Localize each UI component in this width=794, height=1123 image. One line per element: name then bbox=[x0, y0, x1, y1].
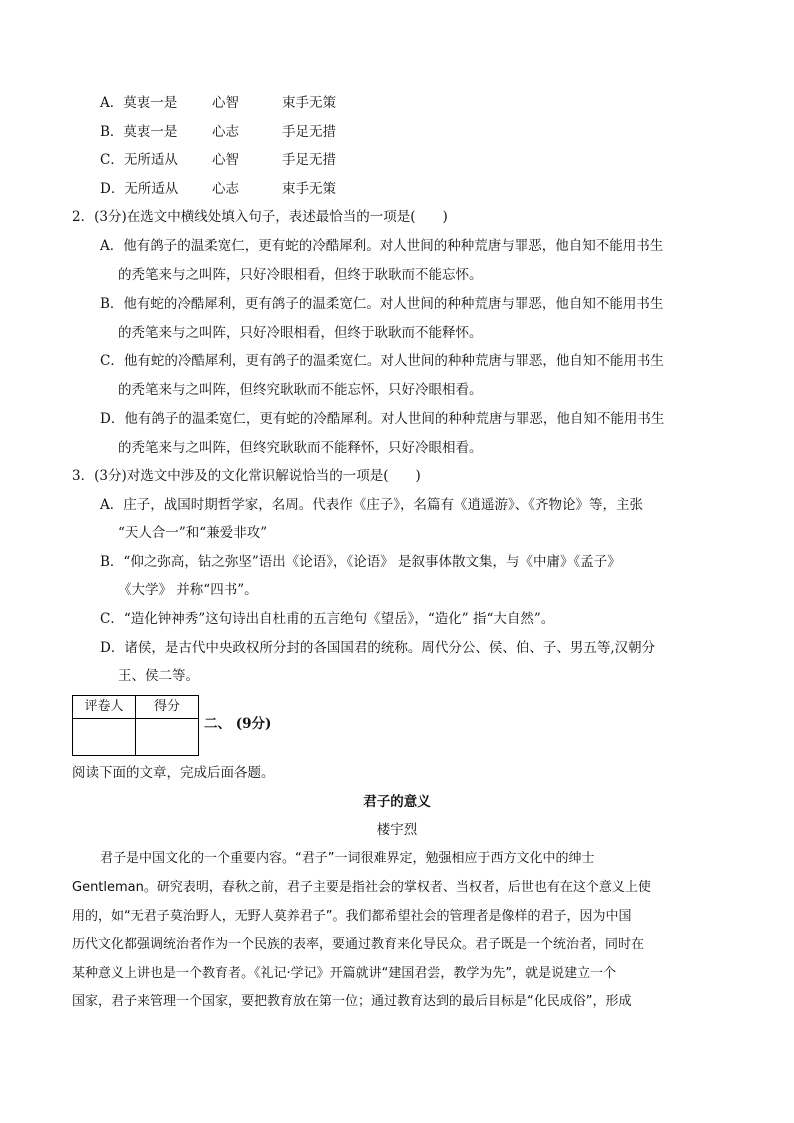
q2-option-c-line1: C．他有蛇的冷酷犀利，更有鸽子的温柔宽仁。对人世间的种种荒唐与罪恶，他自知不能用书生 bbox=[100, 353, 664, 369]
q1-option-c-word3: 手足无措 bbox=[282, 152, 336, 168]
passage-line: 用的，如“无君子莫治野人，无野人莫养君子”。我们都希望社会的管理者是像样的君子，因为中国 bbox=[72, 909, 632, 924]
q2-option-d-line1: D．他有鸽子的温柔宽仁，更有蛇的冷酷犀利。对人世间的种种荒唐与罪恶，他自知不能用书生 bbox=[100, 411, 665, 427]
q1-option-c: C．无所适从 bbox=[100, 152, 178, 168]
q1-option-d-word2: 心志 bbox=[212, 181, 239, 197]
q3-option-c: C．“造化钟神秀”这句诗出自杜甫的五言绝句《望岳》，“造化” 指“大自然”。 bbox=[100, 611, 555, 627]
q2-option-c-line2: 的秃笔来与之叫阵，但终究耿耿而不能忘怀，只好冷眼相看。 bbox=[118, 382, 483, 398]
passage-line: 某种意义上讲也是一个教育者。《礼记·学记》开篇就讲“建国君尝，教学为先”，就是说建立一个 bbox=[72, 966, 617, 981]
grader-cell bbox=[73, 719, 136, 756]
q3-option-a-line2: “天人合一”和“兼爱非攻” bbox=[118, 525, 268, 541]
passage-line: 君子是中国文化的一个重要内容。“君子”一词很难界定，勉强相应于西方文化中的绅士 bbox=[100, 851, 595, 866]
q1-option-d: D．无所适从 bbox=[100, 181, 179, 197]
q2-option-a-line2: 的秃笔来与之叫阵，只好冷眼相看，但终于耿耿而不能忘怀。 bbox=[118, 267, 483, 283]
q2-option-b-line1: B．他有蛇的冷酷犀利，更有鸽子的温柔宽仁。对人世间的种种荒唐与罪恶，他自知不能用书生 bbox=[100, 296, 664, 312]
passage-author: 楼宇烈 bbox=[376, 822, 418, 838]
q2-option-b-line2: 的秃笔来与之叫阵，只好冷眼相看，但终于耿耿而不能释怀。 bbox=[118, 325, 483, 341]
passage-line: Gentleman。研究表明，春秋之前，君子主要是指社会的掌权者、当权者，后世也有在这个意义上使 bbox=[72, 880, 651, 895]
reading-instruction: 阅读下面的文章，完成后面各题。 bbox=[72, 765, 275, 781]
q1-option-d-word3: 束手无策 bbox=[282, 181, 336, 197]
score-cell bbox=[136, 719, 199, 756]
q1-option-a-word3: 束手无策 bbox=[282, 95, 336, 111]
q1-option-b: B．莫衷一是 bbox=[100, 124, 178, 140]
q3-option-a-line1: A．庄子，战国时期哲学家，名周。代表作《庄子》，名篇有《逍遥游》、《齐物论》等，主张 bbox=[100, 497, 643, 513]
q1-option-b-word2: 心志 bbox=[212, 124, 239, 140]
q1-option-a: A．莫衷一是 bbox=[100, 95, 178, 111]
passage-title: 君子的意义 bbox=[363, 794, 431, 810]
q3-option-d-line2: 王、侯二等。 bbox=[118, 668, 199, 684]
score-table bbox=[72, 695, 199, 756]
passage-line: 国家，君子来管理一个国家，要把教育放在第一位；通过教育达到的最后目标是“化民成俗”，形成 bbox=[72, 994, 632, 1009]
q2-option-a-line1: A．他有鸽子的温柔宽仁，更有蛇的冷酷犀利。对人世间的种种荒唐与罪恶，他自知不能用书生 bbox=[100, 238, 664, 254]
q3-stem: 3．(3分)对选文中涉及的文化常识解说恰当的一项是( ) bbox=[72, 468, 421, 484]
q1-option-c-word2: 心智 bbox=[212, 152, 239, 168]
grader-header: 评卷人 bbox=[73, 696, 136, 719]
q1-option-a-word2: 心智 bbox=[212, 95, 239, 111]
q3-option-d-line1: D．诸侯，是古代中央政权所分封的各国国君的统称。周代分公、侯、伯、子、男五等,汉朝分 bbox=[100, 640, 656, 656]
q2-option-d-line2: 的秃笔来与之叫阵，但终究耿耿而不能释怀，只好冷眼相看。 bbox=[118, 440, 483, 456]
passage-line: 历代文化都强调统治者作为一个民族的表率，要通过教育来化导民众。君子既是一个统治者，同时在 bbox=[72, 937, 645, 952]
section-2-heading: 二、 (9分) bbox=[204, 716, 272, 732]
score-header: 得分 bbox=[136, 696, 199, 719]
q3-option-b-line2: 《大学》 并称“四书”。 bbox=[118, 582, 258, 598]
q3-option-b-line1: B．“仰之弥高，钻之弥坚”语出《论语》，《论语》 是叙事体散文集，与《中庸》《孟子》 bbox=[100, 554, 621, 570]
q2-stem: 2．(3分)在选文中横线处填入句子，表述最恰当的一项是( ) bbox=[72, 209, 448, 225]
q1-option-b-word3: 手足无措 bbox=[282, 124, 336, 140]
